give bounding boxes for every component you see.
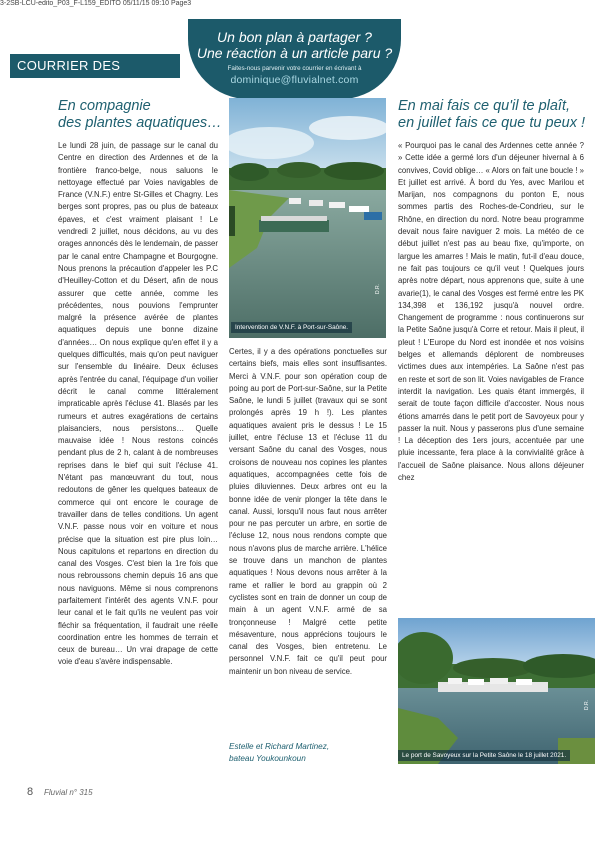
article2-col3-text: « Pourquoi pas le canal des Ardennes cette année ? » Cette idée a germé lors d'un déjeuner hivernal à 6 convives, Covid oblige… « Alors on fait une boucle ! » Et juillet est arrivé. À bord du Yes, avec Marilou et Marijan, nos compagnons du ponton E, nous sommes partis des Roches-de-Condrieu, sur le Rhône, en direction du nord. Notre beau programme devait nous faire naviguer 2 mois. La météo de ce début juillet n'est pas au beau fixe, qu'importe, on largue les amarres ! Mais le matin, fut-il d'eau douce, ne fait pas toujours ce qu'il veut ! Quelques jours après notre départ, nous apprenons que, suite à une avarie(1), le canal des Vosges est fermé entre les PK 134,398 et 136,192 jusqu'à nouvel ordre. Changement de programme : nous continuerons sur la Petite Saône jusqu'à Corre et retour. Mais il pleut, il pleut ! L'Europe du Nord est inondée et nos voisins belges et allemands déplorent de nombreuses victimes dues aux intempéries. La Saône n'est pas en reste et sort de son lit. Voies navigables de France interdit la navigation. Les quais étant immergés, il serait de toute façon difficile d'accoster. Nous nous étions amarrés dans le petit port de Savoyeux pour y passer la nuit. Nous y passerons plus d'une semaine ! La déception des 1ers jours, accentuée par une pluie incessante, fera place à la convivialité grâce à l'accueil de Saône plaisance. Nous allons déjeuner chez [398,141,584,483]
promo-email[interactable]: dominique@fluvialnet.com [230,74,359,86]
section-banner: COURRIER DES LECTEURS [10,54,180,78]
article1-col1-text: Le lundi 28 juin, de passage sur le canal du Centre en direction des Ardennes et de la frontière franco-belge, nous saluons le nettoyage effectué par Voies navigables de France (V.N.F.) entre St-Gilles et Chagny. Les berges sont propres, pas ou plus de bateaux épaves, et c'est vraiment plaisant ! Le vendredi 2 juillet, nous décidons, au vu des orages annoncés dès le lendemain, de passer par le canal entre Champagne et Bourgogne. Nous prenons la précaution d'appeler les P.C d'Heuilley-Cotton et du Désert, afin de nous assurer que cette année, comme les précédentes, nous pouvions l'emprunter malgré la présence avérée de plantes aquatiques depuis une bonne dizaine d'années… On nous explique qu'en effet il y a quelques difficultés, mais qu'on peut naviguer sur l'ensemble du linéaire. Deux écluses après l'entrée du canal, l'équipage d'un voilier décrit le canal comme littéralement impraticable après l'écluse 41. Blasés par les rumeurs et autres exagérations de certains plaisanciers, nous persistons… Quelle mauvaise idée ! Nous restons coincés pendant plus de 2 h, calant à de nombreuses reprises dans le bief qui suit l'écluse 41. N'étant pas manœuvrant du tout, nous redoutons de gêner les quelques bateaux de commerce qui ont encore le courage de travailler dans de telles conditions. Un agent V.N.F. passe nous voir en voiture et nous précise que la situation est pire plus loin… Nous capitulons et repartons en direction du canal des Vosges. C'est bien la 1re fois que nous rebroussons chemin depuis 16 ans que nous naviguons. Même si nous comprenons parfaitement l'intérêt des agents V.N.F. pour leur canal et le fait qu'ils ne veulent pas voir fléchir sa fréquentation, il faudrait une réelle coordination entre les hommes de terrain et ceux de bureau… Un vrai drapage de cette voie d'eau s'avère indispensable. [58,141,218,667]
article1-col2-text: Certes, il y a des opérations ponctuelles sur certains biefs, mais elles sont insuffisantes. Merci à V.N.F. pour son opération coup de poing au port de Port-sur-Saône, sur la Petite Saône, le lundi 5 juillet (travaux qui se sont prolongés après 19 h !). Les plantes aquatiques avaient pris le dessus ! Le 15 juillet, entre l'écluse 13 et l'écluse 11 du versant Saône du canal des Vosges, nous croisons de nouveau nos copines les plantes aquatiques, accompagnées cette fois de pluies diluviennes. Deux arbres ont eu la bonne idée de venir plonger la tête dans le canal. Aussi, lorsqu'il nous faut nous arrêter pour ne pas percuter un arbre, en sortie de l'écluse 12, nous nous rendons compte que nous n'avons plus de marche arrière. L'hélice se trouve dans un manchon de plantes aquatiques ! Nous devons nous arrêter à la rame et rallier le bord au grappin où 2 cyclistes sont en train de donner un coup de main à un agent V.N.F. armé de sa tronçonneuse ! Malgré cette petite mésaventure, nous apprécions toujours le canal des Vosges, bien entretenu. Le personnel V.N.F. fait ce qu'il peut pour maintenir un bon niveau de service. [229,347,387,676]
article1-column-1 [58,140,218,772]
article1-title-line2: des plantes aquatiques… [58,115,222,131]
promo-box [188,19,401,99]
signature-names: Estelle et Richard Martinez, [229,742,330,751]
article1-title [58,98,228,132]
photo-port-savoyeux [398,618,595,764]
promo-line-2: Une réaction à un article paru ? [196,45,393,61]
article2-title-line1: En mai fais ce qu'il te plaît, [398,98,571,114]
photo-port-sur-saone [229,98,386,338]
article1-column-2 [229,346,387,730]
article2-column-3 [398,140,584,612]
promo-subtext: Faites-nous parvenir votre courrier en écrivant à [227,65,362,72]
photo1-credit: D.R. [375,284,381,294]
photo1-caption: Intervention de V.N.F. à Port-sur-Saône. [231,322,352,333]
promo-line-1: Un bon plan à partager ? [217,29,372,45]
article2-title [398,98,588,132]
print-slug: 3-2SB-LCU-edito_P03_F-L159_EDITO 05/11/15 09:10 Page3 [0,0,192,7]
magazine-issue: Fluvial n° 315 [44,788,93,797]
photo-canal-image [229,98,386,338]
photo-savoyeux-image [398,618,595,764]
article2-title-line2: en juillet fais ce que tu peux ! [398,115,586,131]
page-number: 8 [27,786,34,798]
signature-boat: bateau Youkounkoun [229,754,306,763]
article1-title-line1: En compagnie [58,98,151,114]
photo2-credit: D.R. [584,700,590,710]
article1-signature [229,741,387,765]
photo2-caption: Le port de Savoyeux sur la Petite Saône le 18 juillet 2021. [398,750,570,761]
